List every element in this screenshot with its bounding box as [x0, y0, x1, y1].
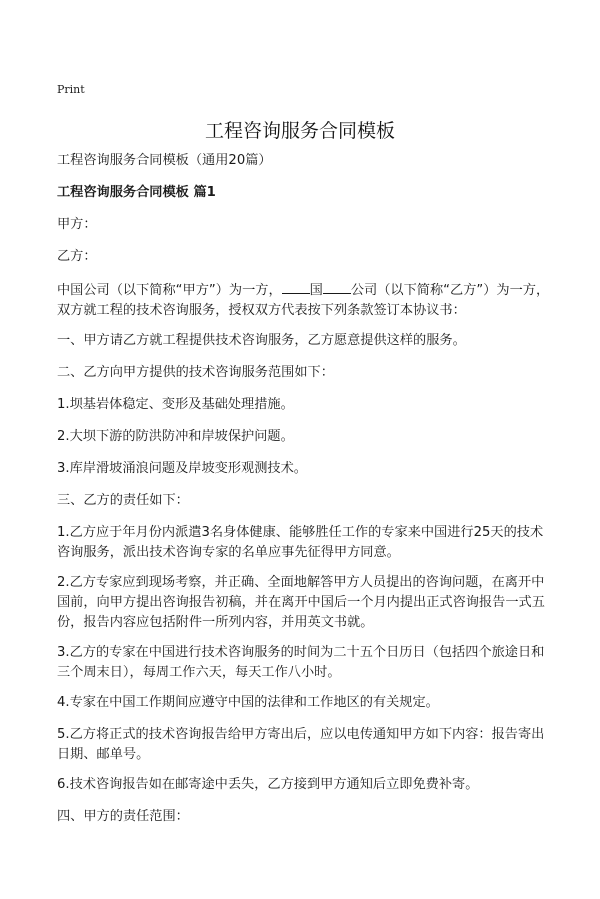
clause-2: 二、乙方向甲方提供的技术咨询服务范围如下： [57, 365, 334, 380]
duty-item-3: 3.乙方的专家在中国进行技术咨询服务的时间为二十五个日历日（包括四个旅途日和三个周末日），每周工作六天，每天工作八小时。 [57, 645, 545, 680]
scope-item-3: 3.库岸滑坡涌浪问题及岸坡变形观测技术。 [57, 461, 307, 476]
scope-item-2: 2.大坝下游的防洪防冲和岸坡保护问题。 [57, 429, 294, 444]
clause-1: 一、甲方请乙方就工程提供技术咨询服务，乙方愿意提供这样的服务。 [57, 333, 466, 348]
duty-item-5: 5.乙方将正式的技术咨询报告给甲方寄出后，应以电传通知甲方如下内容：报告寄出日期、邮单号。 [57, 727, 545, 762]
document-body [57, 151, 553, 839]
duty-item-1: 1.乙方应于年月份内派遣3名身体健康、能够胜任工作的专家来中国进行25天的技术咨询服务，派出技术咨询专家的名单应事先征得甲方同意。 [57, 525, 544, 560]
intro-text-2: 国 [309, 283, 323, 298]
party-b-line: 乙方： [57, 249, 97, 264]
intro-text-1: 中国公司（以下简称“甲方”）为一方， [57, 283, 282, 298]
duty-item-6: 6.技术咨询报告如在邮寄途中丢失，乙方接到甲方通知后立即免费补寄。 [57, 777, 479, 792]
blank-underline [323, 279, 351, 294]
duty-item-2: 2.乙方专家应到现场考察，并正确、全面地解答甲方人员提出的咨询问题，在离开中国前，向甲方提出咨询报告初稿，并在离开中国后一个月内提出正式咨询报告一式五份，报告内容应包括附件一所列内容，并用英文书就。 [57, 575, 545, 630]
clause-3: 三、乙方的责任如下： [57, 493, 189, 508]
clause-4: 四、甲方的责任范围： [57, 809, 189, 824]
print-label[interactable]: Print [57, 83, 85, 96]
section-heading: 工程咨询服务合同模板 篇1 [57, 185, 216, 200]
intro-paragraph [57, 279, 553, 321]
document-title: 工程咨询服务合同模板 [204, 120, 395, 142]
party-a-line: 甲方： [57, 217, 97, 232]
document-subtitle: 工程咨询服务合同模板（通用20篇） [57, 153, 272, 168]
blank-underline [282, 279, 310, 294]
scope-item-1: 1.坝基岩体稳定、变形及基础处理措施。 [57, 397, 294, 412]
duty-item-4: 4.专家在中国工作期间应遵守中国的法律和工作地区的有关规定。 [57, 695, 439, 710]
intro-text-3: 公司（以下简称“乙方”）为一方，双方就工程的技术咨询服务，授权双方代表按下列条款签订本协议书： [57, 283, 550, 318]
